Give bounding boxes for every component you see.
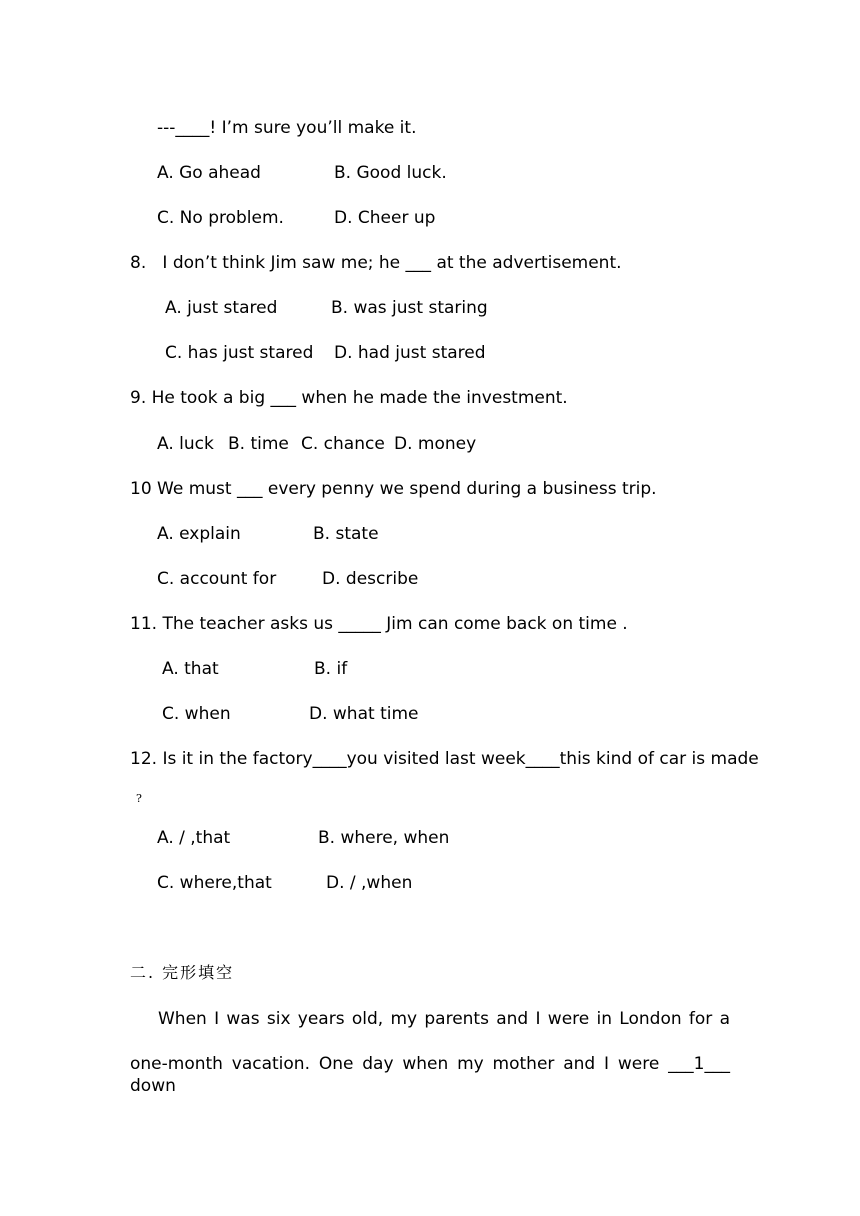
question-11-option-b: B. if xyxy=(314,659,348,679)
question-8-option-c: C. has just stared xyxy=(165,343,314,363)
question-12-stem: 12. Is it in the factory____you visited last week____this kind of car is made xyxy=(130,749,759,769)
question-9-option-a: A. luck xyxy=(157,434,214,454)
question-7-option-b: B. Good luck. xyxy=(334,163,447,183)
question-10-stem: 10 We must ___ every penny we spend during a business trip. xyxy=(130,479,657,499)
question-8-stem: 8. I don’t think Jim saw me; he ___ at the advertisement. xyxy=(130,253,622,273)
question-12-stem-continuation: ? xyxy=(136,792,142,805)
question-12-option-c: C. where,that xyxy=(157,873,272,893)
question-9-stem: 9. He took a big ___ when he made the investment. xyxy=(130,388,568,408)
question-11-option-d: D. what time xyxy=(309,704,419,724)
question-9-option-b: B. time xyxy=(228,434,289,454)
question-7-stem: ---____! I’m sure you’ll make it. xyxy=(157,118,417,138)
question-11-stem: 11. The teacher asks us _____ Jim can come back on time . xyxy=(130,614,628,634)
section-heading-cloze: 二. 完形填空 xyxy=(130,963,235,982)
question-7-option-a: A. Go ahead xyxy=(157,163,261,183)
question-7-option-d: D. Cheer up xyxy=(334,208,436,228)
question-9-option-d: D. money xyxy=(394,434,477,454)
question-10-option-a: A. explain xyxy=(157,524,241,544)
question-7-option-c: C. No problem. xyxy=(157,208,284,228)
question-10-option-c: C. account for xyxy=(157,569,277,589)
question-8-option-b: B. was just staring xyxy=(331,298,488,318)
question-12-option-a: A. / ,that xyxy=(157,828,231,848)
cloze-paragraph-line-1: When I was six years old, my parents and I were in London for a xyxy=(158,1009,730,1029)
question-9-option-c: C. chance xyxy=(301,434,385,454)
question-11-option-a: A. that xyxy=(162,659,219,679)
question-12-option-b: B. where, when xyxy=(318,828,450,848)
question-8-option-a: A. just stared xyxy=(165,298,278,318)
question-12-option-d: D. / ,when xyxy=(326,873,413,893)
cloze-paragraph-line-2: one-month vacation. One day when my mother and I were ___1___ down xyxy=(130,1054,730,1096)
question-11-option-c: C. when xyxy=(162,704,231,724)
question-10-option-b: B. state xyxy=(313,524,379,544)
question-8-option-d: D. had just stared xyxy=(334,343,486,363)
question-10-option-d: D. describe xyxy=(322,569,419,589)
